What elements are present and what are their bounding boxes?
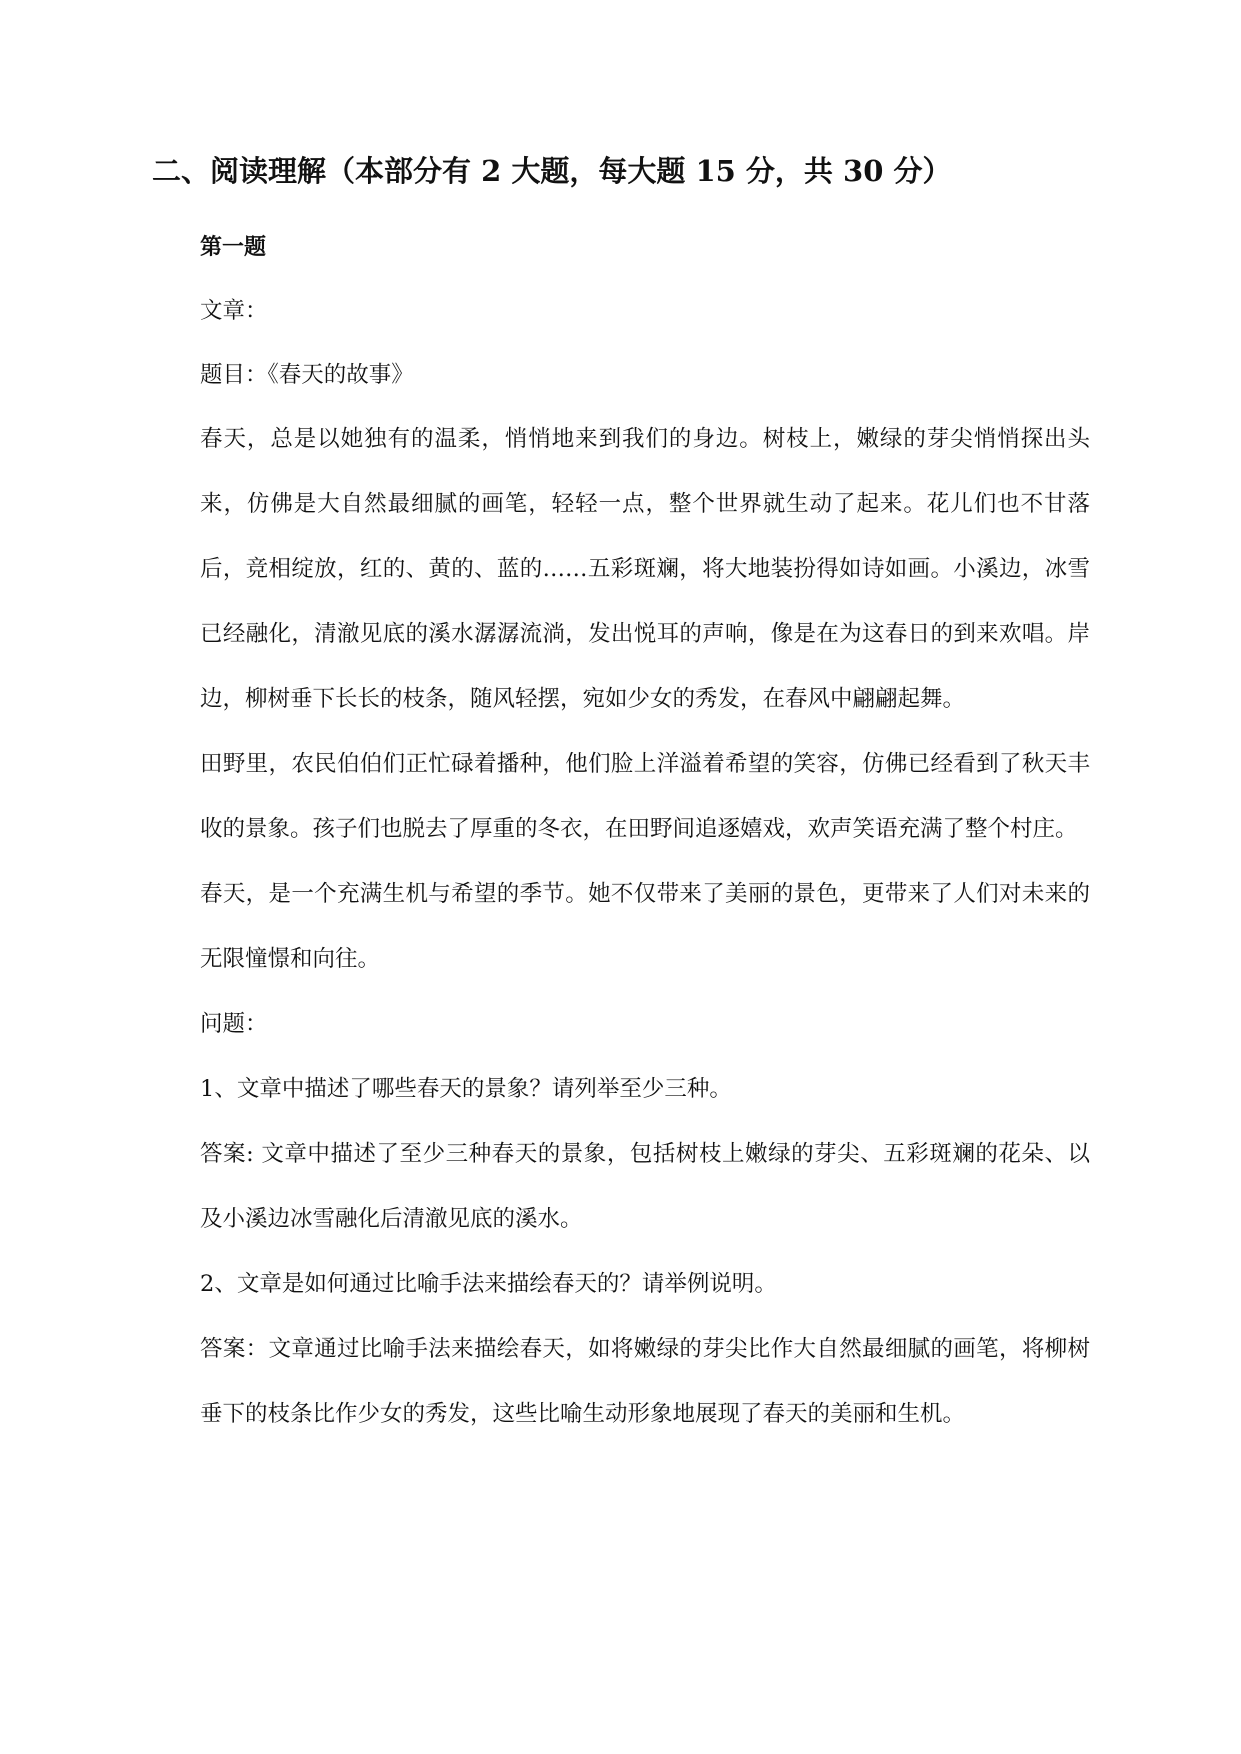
question-text: 1、文章中描述了哪些春天的景象？请列举至少三种。: [200, 1076, 732, 1102]
question-1-block: [200, 230, 1090, 1447]
article-paragraph: 田野里，农民伯伯们正忙碌着播种，他们脸上洋溢着希望的笑容，仿佛已经看到了秋天丰收的景象。孩子们也脱去了厚重的冬衣，在田野间追逐嬉戏，欢声笑语充满了整个村庄。: [200, 751, 1090, 842]
article-paragraph: 春天，是一个充满生机与希望的季节。她不仅带来了美丽的景色，更带来了人们对未来的无限憧憬和向往。: [200, 881, 1090, 972]
answer-text: 答案：文章通过比喻手法来描绘春天，如将嫩绿的芽尖比作大自然最细腻的画笔，将柳树垂下的枝条比作少女的秀发，这些比喻生动形象地展现了春天的美丽和生机。: [200, 1336, 1090, 1427]
article-label: 文章：: [200, 298, 268, 324]
article-title: 题目：《春天的故事》: [200, 362, 414, 388]
questions-label: 问题：: [200, 1011, 268, 1037]
section-heading: 二、阅读理解（本部分有 2 大题，每大题 15 分，共 30 分）: [152, 154, 952, 188]
answer-text: 答案: 文章中描述了至少三种春天的景象，包括树枝上嫩绿的芽尖、五彩斑斓的花朵、以及小溪边冰雪融化后清澈见底的溪水。: [200, 1141, 1090, 1232]
article-paragraph: 春天，总是以她独有的温柔，悄悄地来到我们的身边。树枝上，嫩绿的芽尖悄悄探出头来，仿佛是大自然最细腻的画笔，轻轻一点，整个世界就生动了起来。花儿们也不甘落后，竞相绽放，红的、黄的、蓝的……五彩斑斓，将大地装扮得如诗如画。小溪边，冰雪已经融化，清澈见底的溪水潺潺流淌，发出悦耳的声响，像是在为这春日的到来欢唱。岸边，柳树垂下长长的枝条，随风轻摆，宛如少女的秀发，在春风中翩翩起舞。: [200, 426, 1090, 712]
question-text: 2、文章是如何通过比喻手法来描绘春天的？请举例说明。: [200, 1271, 777, 1297]
question-title: 第一题: [200, 234, 267, 260]
